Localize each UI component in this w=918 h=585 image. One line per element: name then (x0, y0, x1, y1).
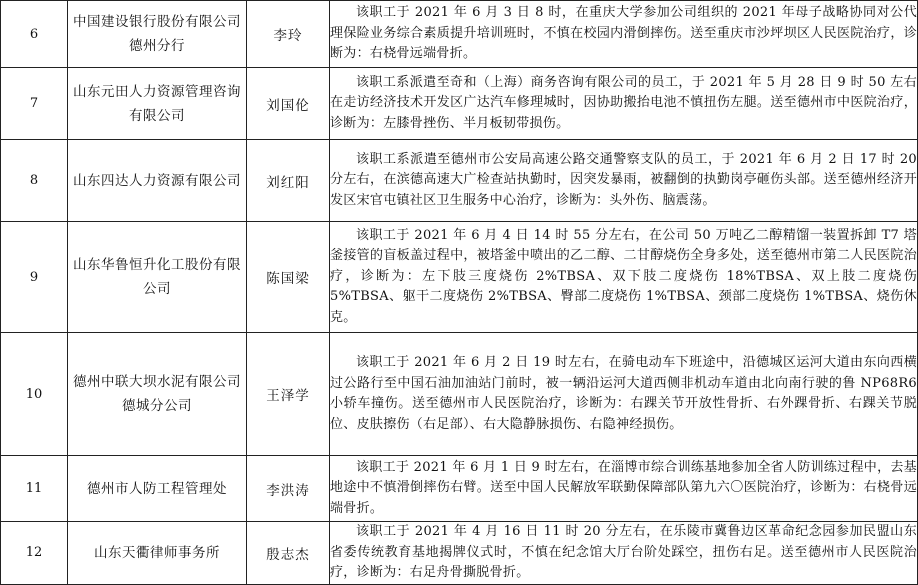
table-row (1, 456, 918, 522)
table-row (1, 140, 918, 222)
employer-unit: 山东天衢律师事务所 (68, 522, 247, 585)
employee-name: 李洪涛 (247, 456, 330, 522)
row-number: 6 (1, 1, 68, 68)
row-number: 7 (1, 68, 68, 140)
row-number: 8 (1, 140, 68, 222)
row-number: 10 (1, 333, 68, 456)
employer-unit: 德州中联大坝水泥有限公司德城分公司 (68, 333, 247, 456)
row-number: 9 (1, 222, 68, 333)
employer-unit: 山东华鲁恒升化工股份有限公司 (68, 222, 247, 333)
employee-name: 李玲 (247, 1, 330, 68)
employee-name: 王泽学 (247, 333, 330, 456)
table-row (1, 222, 918, 333)
employee-name: 刘红阳 (247, 140, 330, 222)
employee-name: 陈国梁 (247, 222, 330, 333)
injury-description: 该职工于 2021 年 6 月 3 日 8 时，在重庆大学参加公司组织的 2021 年母子战略协同对公代理保险业务综合素质提升培训班时，不慎在校园内滑倒摔伤。送至重庆市沙坪坝区人民医院治疗，诊断为：右桡骨远端骨折。 (330, 1, 918, 68)
table-row (1, 1, 918, 68)
employer-unit: 山东元田人力资源管理咨询有限公司 (68, 68, 247, 140)
injury-description: 该职工系派遣至德州市公安局高速公路交通警察支队的员工，于 2021 年 6 月 2 日 17 时 20 分左右，在滨德高速大广检查站执勤时，因突发暴雨，被翻倒的执勤岗亭砸伤头部。送至德州经济开发区宋官屯镇社区卫生服务中心治疗，诊断为：头外伤、脑震荡。 (330, 140, 918, 222)
row-number: 11 (1, 456, 68, 522)
injury-description: 该职工于 2021 年 4 月 16 日 11 时 20 分左右，在乐陵市冀鲁边区革命纪念园参加民盟山东省委传统教育基地揭牌仪式时，不慎在纪念馆大厅台阶处踩空，扭伤右足。送至德州市人民医院治疗，诊断为：右足舟骨撕脱骨折。 (330, 522, 918, 585)
employee-name: 殷志杰 (247, 522, 330, 585)
employee-name: 刘国伦 (247, 68, 330, 140)
table-row (1, 68, 918, 140)
employer-unit: 中国建设银行股份有限公司德州分行 (68, 1, 247, 68)
injury-description: 该职工系派遣至奇和（上海）商务咨询有限公司的员工，于 2021 年 5 月 28 日 9 时 50 左右在走访经济技术开发区广达汽车修理城时，因协助搬抬电池不慎扭伤左腿。送至德州市中医院治疗，诊断为：左膝骨挫伤、半月板韧带损伤。 (330, 68, 918, 140)
table-row (1, 522, 918, 585)
injury-description: 该职工于 2021 年 6 月 2 日 19 时左右，在骑电动车下班途中，沿德城区运河大道由东向西横过公路行至中国石油加油站门前时，被一辆沿运河大道西侧非机动车道由北向南行驶的鲁 NP68R6 小轿车撞伤。送至德州市人民医院治疗，诊断为：右踝关节开放性骨折、右外踝骨折、右踝关节脱位、皮肤擦伤（右足部）、右大隐静脉损伤、右隐神经损伤。 (330, 333, 918, 456)
injury-description: 该职工于 2021 年 6 月 4 日 14 时 55 分左右，在公司 50 万吨乙二醇精馏一装置拆卸 T7 塔釜接管的盲板盖过程中，被塔釜中喷出的乙二醇、二甘醇烧伤全身多处，送至德州市第二人民医院治疗，诊断为：左下肢三度烧伤 2%TBSA、双下肢二度烧伤 18%TBSA、双上肢二度烧伤 5%TBSA、躯干二度烧伤 2%TBSA、臀部二度烧伤 1%TBSA、颈部二度烧伤 1%TBSA、烧伤休克。 (330, 222, 918, 333)
row-number: 12 (1, 522, 68, 585)
table-row (1, 333, 918, 456)
employer-unit: 山东四达人力资源有限公司 (68, 140, 247, 222)
employer-unit: 德州市人防工程管理处 (68, 456, 247, 522)
injury-description: 该职工于 2021 年 6 月 1 日 9 时左右，在淄博市综合训练基地参加全省人防训练过程中，去基地途中不慎滑倒摔伤右臂。送至中国人民解放军联勤保障部队第九六〇医院治疗，诊断为：右桡骨远端骨折。 (330, 456, 918, 522)
